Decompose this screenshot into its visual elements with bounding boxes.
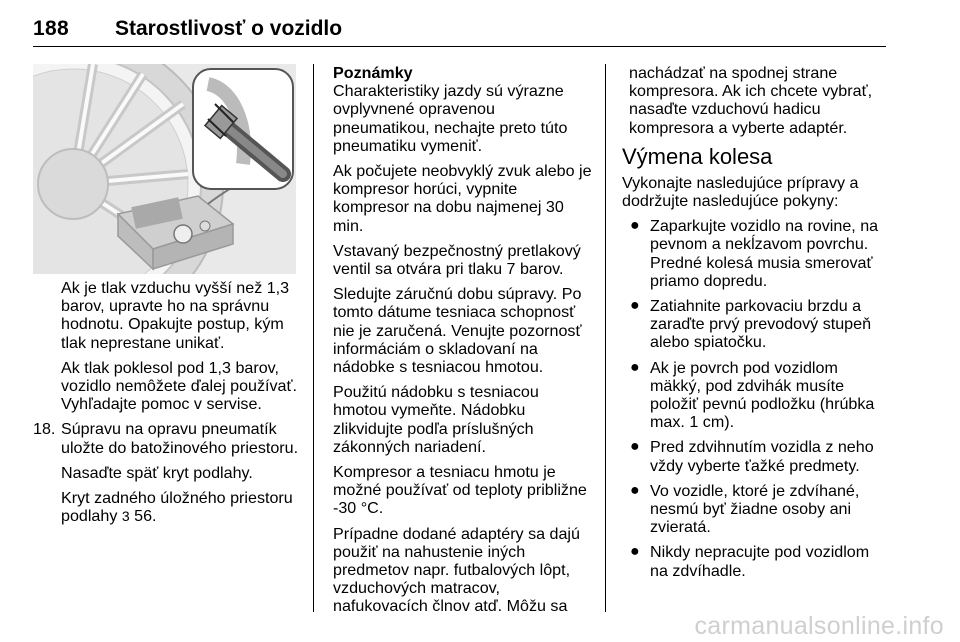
list-item — [622, 438, 884, 474]
step-18-text: Súpravu na opravu pneumatík uložte do batožinového priestoru. — [61, 420, 299, 457]
step-18-sub2 — [61, 489, 303, 525]
notes-para-2: Ak počujete neobvyklý zvuk alebo je kompresor horúci, vypnite kompresor na dobu najmenej 30 min. — [333, 162, 592, 235]
tire-compressor-drawing — [33, 64, 296, 274]
notes-para-5: Použitú nádobku s tesniacou hmotou vymeňte. Nádobku zlikvidujte podľa príslušných zákonných nariadení. — [333, 383, 539, 456]
notes-para-6: Kompresor a tesniacu hmotu je možné používať od teploty približne -30 °C. — [333, 463, 587, 518]
section-title: Výmena kolesa — [622, 143, 773, 169]
list-item — [622, 217, 884, 290]
list-item-text: Pred zdvihnutím vozidla z neho vždy vyberte ťažké predmety. — [650, 438, 874, 475]
page-number: 188 — [33, 17, 69, 40]
middle-column — [333, 64, 596, 623]
column-divider-2 — [605, 64, 606, 612]
list-item — [622, 482, 884, 537]
bullet-icon: ● — [630, 438, 640, 456]
section-intro: Vykonajte nasledujúce prípravy a dodržujte nasledujúce pokyny: — [622, 173, 859, 211]
watermark: carmanualsonline.info — [694, 612, 944, 640]
step-18-sub2-text: Kryt zadného úložného priestoru podlahy — [61, 489, 293, 526]
column-divider-1 — [313, 64, 314, 612]
arrow-ref-icon: 3 — [121, 508, 130, 525]
list-item-text: Zatiahnite parkovaciu brzdu a zaraďte prvý prevodový stupeň alebo spiatočku. — [650, 297, 872, 352]
list-item-text: Nikdy nepracujte pod vozidlom na zdvíhadle. — [650, 543, 870, 580]
list-item — [622, 543, 884, 579]
list-item — [622, 359, 884, 432]
chapter-title: Starostlivosť o vozidlo — [115, 17, 343, 40]
adapter-continuation: nachádzať na spodnej strane kompresora. Ak ich chcete vybrať, nasaďte vzduchovú hadicu kompresora a vyberte adaptér. — [629, 64, 873, 137]
step-18-sub1: Nasaďte späť kryt podlahy. — [61, 463, 253, 482]
notes-para-1: Charakteristiky jazdy sú výrazne ovplyvnené opravenou pneumatikou, nechajte preto túto pneumatiku vymeniť. — [333, 82, 568, 155]
right-column — [622, 64, 884, 587]
notes-para-7: Prípadne dodané adaptéry sa dajú použiť na nahustenie iných predmetov napr. futbalových lôpt, vzduchových matracov, nafukovacích člnov atď. Môžu sa — [333, 524, 580, 616]
list-item-text: Vo vozidle, ktoré je zdvíhané, nesmú byť žiadne osoby ani zvieratá. — [650, 481, 860, 537]
bullet-icon: ● — [630, 217, 640, 235]
list-item — [622, 297, 884, 352]
notes-para-4: Sledujte záručnú dobu súpravy. Po tomto dátume tesniaca schopnosť nie je zaručená. Venujte pozornosť informáciám o skladovaní na nádobke s tesniacou hmotou. — [333, 285, 582, 377]
notes-heading: Poznámky — [333, 64, 413, 82]
bullet-icon: ● — [630, 481, 640, 499]
pressure-high-note: Ak je tlak vzduchu vyšší než 1,3 barov, upravte ho na správnu hodnotu. Opakujte postup, kým tlak neprestane unikať. — [61, 279, 290, 352]
bullet-icon: ● — [630, 297, 640, 315]
pressure-low-note: Ak tlak poklesol pod 1,3 barov, vozidlo nemôžete ďalej používať. Vyhľadajte pomoc v servise. — [61, 358, 298, 414]
step-number: 18. — [33, 420, 56, 439]
list-item-text: Ak je povrch pod vozidlom mäkký, pod zdvihák musíte položiť pevnú podložku (hrúbka max. 1 cm). — [650, 358, 875, 432]
bullet-icon: ● — [630, 358, 640, 376]
step-18 — [33, 420, 303, 525]
bullet-icon: ● — [630, 543, 640, 561]
left-column — [33, 64, 303, 532]
tire-compressor-illustration — [33, 64, 296, 274]
notes-block — [333, 64, 596, 155]
page-reference: 56. — [134, 507, 157, 526]
page-header — [33, 6, 886, 47]
notes-para-3: Vstavaný bezpečnostný pretlakový ventil sa otvára pri tlaku 7 barov. — [333, 241, 581, 279]
list-item-text: Zaparkujte vozidlo na rovine, na pevnom a nekĺzavom povrchu. Predné kolesá musia smerovať priamo dopredu. — [650, 217, 879, 290]
